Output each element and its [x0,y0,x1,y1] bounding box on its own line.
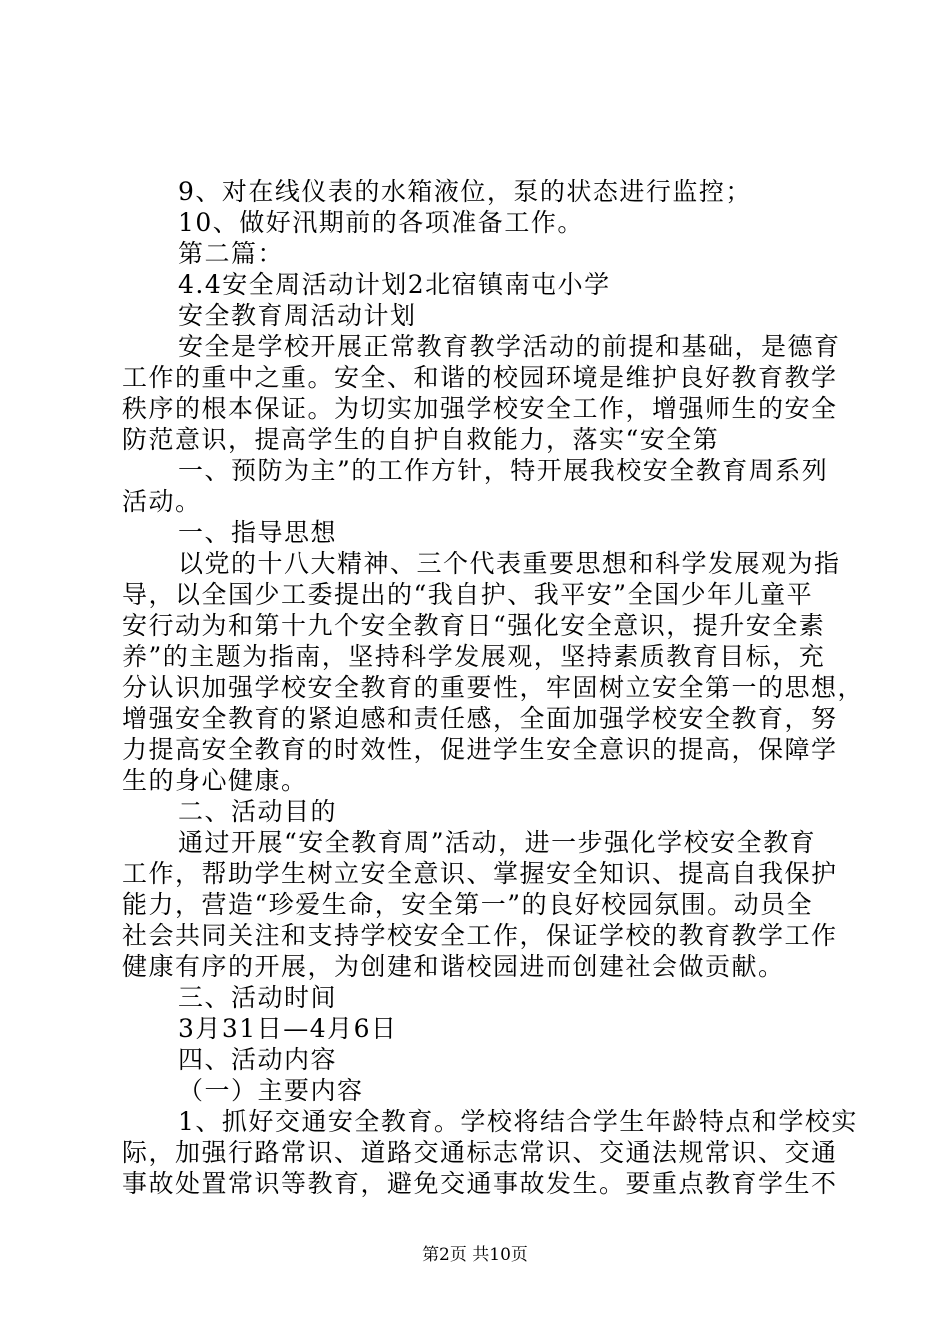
text-line: 以党的十八大精神、三个代表重要思想和科学发展观为指 [178,549,841,578]
text-line: 通过开展“安全教育周”活动，进一步强化学校安全教育 [178,828,817,857]
text-line: 养”的主题为指南，坚持科学发展观，坚持素质教育目标，充 [122,642,826,671]
text-line: 安全教育周活动计划 [178,301,417,330]
text-line: 导，以全国少工委提出的“我自护、我平安”全国少年儿童平 [122,580,814,609]
text-line: 四、活动内容 [178,1045,338,1074]
text-line: 9、对在线仪表的水箱液位，泵的状态进行监控； [178,177,752,206]
text-line: 一、预防为主”的工作方针，特开展我校安全教育周系列 [178,456,829,485]
text-line: 10、做好汛期前的各项准备工作。 [178,208,584,237]
text-line: 安行动为和第十九个安全教育日“强化安全意识，提升安全素 [122,611,826,640]
text-line: 健康有序的开展，为创建和谐校园进而创建社会做贡献。 [122,952,785,981]
text-line: 社会共同关注和支持学校安全工作，保证学校的教育教学工作 [122,921,838,950]
text-line: 安全是学校开展正常教育教学活动的前提和基础，是德育 [178,332,841,361]
text-line: 4.4安全周活动计划2北宿镇南屯小学 [178,270,611,299]
text-line: 工作，帮助学生树立安全意识、掌握安全知识、提高自我保护 [122,859,838,888]
text-line: 能力，营造“珍爱生命，安全第一”的良好校园氛围。动员全 [122,890,814,919]
text-line: 生的身心健康。 [122,766,308,795]
text-line: 事故处置常识等教育，避免交通事故发生。要重点教育学生不 [122,1169,838,1198]
text-line: 力提高安全教育的时效性，促进学生安全意识的提高，保障学 [122,735,838,764]
text-line: 防范意识，提高学生的自护自救能力，落实“安全第 [122,425,720,454]
text-line: （一）主要内容 [178,1076,364,1105]
text-line: 工作的重中之重。安全、和谐的校园环境是维护良好教育教学 [122,363,838,392]
text-line: 际，加强行路常识、道路交通标志常识、交通法规常识、交通 [122,1138,838,1167]
text-line: 3月31日—4月6日 [178,1014,398,1043]
text-line: 分认识加强学校安全教育的重要性，牢固树立安全第一的思想， [122,673,865,702]
text-line: 1、抓好交通安全教育。学校将结合学生年龄特点和学校实 [178,1107,858,1136]
text-line: 增强安全教育的紧迫感和责任感，全面加强学校安全教育，努 [122,704,838,733]
text-line: 活动。 [122,487,202,516]
text-line: 秩序的根本保证。为切实加强学校安全工作，增强师生的安全 [122,394,838,423]
text-line: 二、活动目的 [178,797,338,826]
text-line: 三、活动时间 [178,983,338,1012]
page-footer: 第2页 共10页 [422,1245,528,1265]
document-body [122,176,865,1199]
text-line: 一、指导思想 [178,518,338,547]
text-line: 第二篇： [178,239,285,268]
